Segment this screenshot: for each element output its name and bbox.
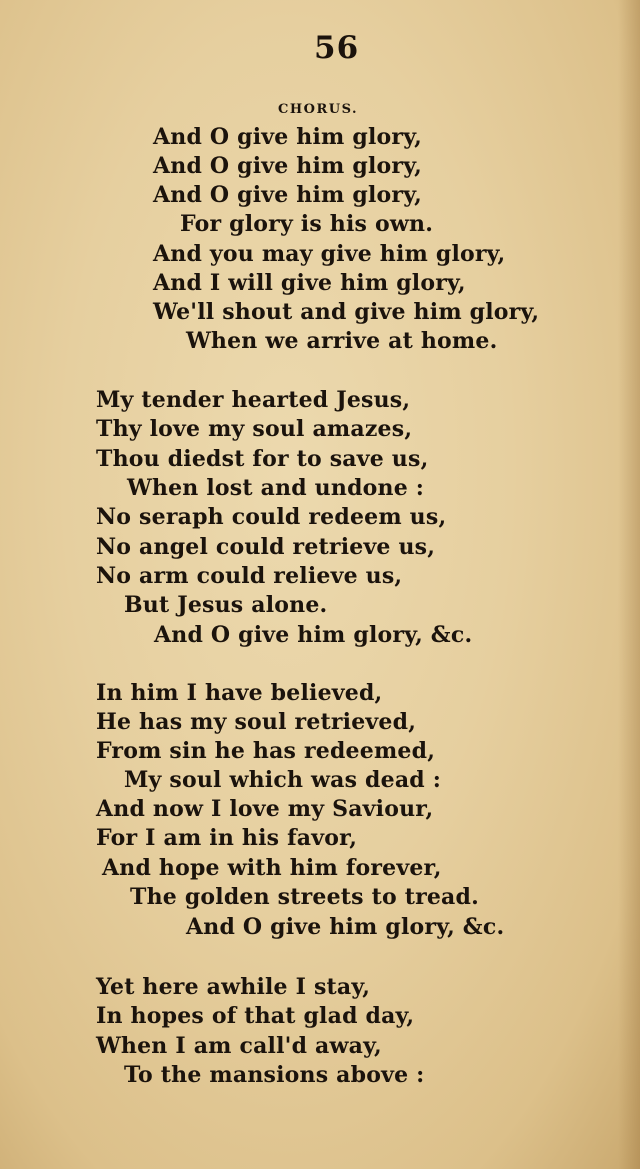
chorus-line: And O give him glory,	[153, 182, 422, 208]
stanza-2-line: For I am in his favor,	[96, 825, 358, 851]
chorus-line: And O give him glory,	[153, 124, 422, 150]
chorus-heading: CHORUS.	[278, 102, 359, 117]
chorus-line: And I will give him glory,	[153, 270, 466, 296]
stanza-1-line: No seraph could redeem us,	[96, 504, 447, 530]
stanza-3-line: When I am call'd away,	[96, 1033, 382, 1059]
stanza-1-line: But Jesus alone.	[124, 592, 328, 618]
stanza-1-refrain: And O give him glory, &c.	[154, 622, 473, 648]
page-number: 56	[314, 30, 360, 66]
chorus-line: For glory is his own.	[180, 211, 434, 237]
stanza-2-line: The golden streets to tread.	[130, 884, 479, 910]
stanza-3-line: To the mansions above :	[124, 1062, 425, 1088]
stanza-2-refrain: And O give him glory, &c.	[186, 914, 505, 940]
chorus-line: We'll shout and give him glory,	[153, 299, 540, 325]
chorus-line: And you may give him glory,	[153, 241, 506, 267]
stanza-2-line: My soul which was dead :	[124, 767, 442, 793]
stanza-1-line: My tender hearted Jesus,	[96, 387, 411, 413]
stanza-2-line: He has my soul retrieved,	[96, 709, 417, 735]
stanza-1-line: Thy love my soul amazes,	[96, 416, 413, 442]
stanza-3-line: In hopes of that glad day,	[96, 1003, 415, 1029]
stanza-1-line: Thou diedst for to save us,	[96, 446, 429, 472]
stanza-1-line: When lost and undone :	[127, 475, 425, 501]
chorus-line: When we arrive at home.	[186, 328, 498, 354]
page-edge-shadow	[618, 0, 640, 1169]
stanza-2-line: From sin he has redeemed,	[96, 738, 436, 764]
chorus-line: And O give him glory,	[153, 153, 422, 179]
stanza-1-line: No arm could relieve us,	[96, 563, 403, 589]
stanza-2-line: And hope with him forever,	[102, 855, 442, 881]
stanza-2-line: In him I have believed,	[96, 680, 383, 706]
stanza-2-line: And now I love my Saviour,	[96, 796, 434, 822]
stanza-3-line: Yet here awhile I stay,	[96, 974, 371, 1000]
stanza-1-line: No angel could retrieve us,	[96, 534, 436, 560]
